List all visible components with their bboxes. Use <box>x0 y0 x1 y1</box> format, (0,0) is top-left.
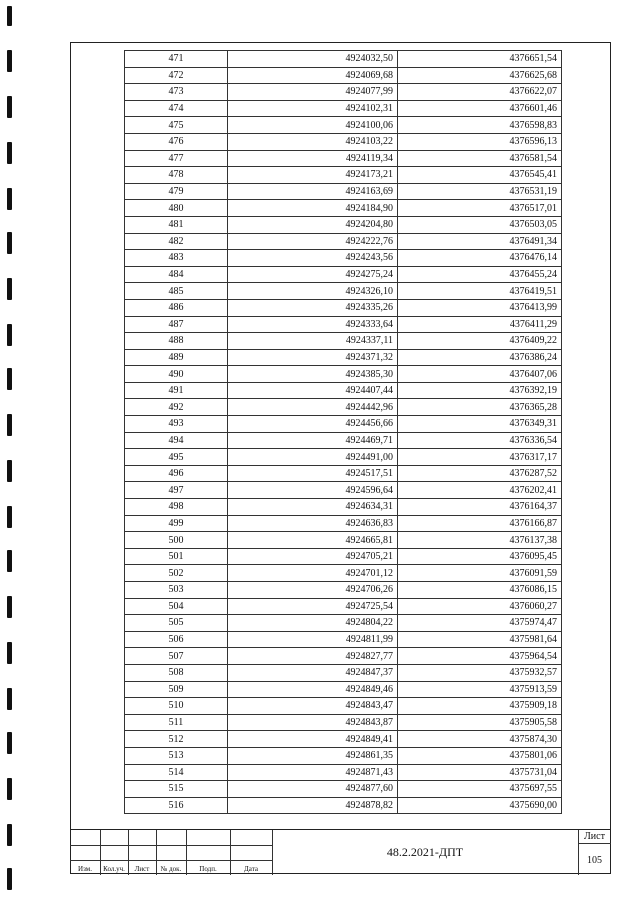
y-coordinate-cell: 4376531,19 <box>398 183 562 200</box>
x-coordinate-cell: 4924103,22 <box>228 133 398 150</box>
table-row <box>125 200 562 217</box>
x-coordinate-cell: 4924491,00 <box>228 449 398 466</box>
y-coordinate-cell: 4376622,07 <box>398 84 562 101</box>
binding-hole <box>7 596 12 618</box>
table-row <box>125 681 562 698</box>
point-number-cell: 482 <box>125 233 228 250</box>
table-row <box>125 100 562 117</box>
y-coordinate-cell: 4376409,22 <box>398 333 562 350</box>
point-number-cell: 501 <box>125 548 228 565</box>
table-row <box>125 565 562 582</box>
table-row <box>125 167 562 184</box>
point-number-cell: 485 <box>125 283 228 300</box>
sheet-number: 105 <box>587 855 602 866</box>
y-coordinate-cell: 4376166,87 <box>398 515 562 532</box>
x-coordinate-cell: 4924878,82 <box>228 797 398 814</box>
table-row <box>125 283 562 300</box>
y-coordinate-cell: 4376413,99 <box>398 299 562 316</box>
stamp-row-line <box>578 843 611 844</box>
point-number-cell: 504 <box>125 598 228 615</box>
table-row <box>125 631 562 648</box>
point-number-cell: 475 <box>125 117 228 134</box>
y-coordinate-cell: 4375874,30 <box>398 731 562 748</box>
point-number-cell: 491 <box>125 382 228 399</box>
point-number-cell: 487 <box>125 316 228 333</box>
table-row <box>125 598 562 615</box>
x-coordinate-cell: 4924032,50 <box>228 51 398 68</box>
x-coordinate-cell: 4924077,99 <box>228 84 398 101</box>
binding-hole <box>7 96 12 118</box>
y-coordinate-cell: 4375731,04 <box>398 764 562 781</box>
x-coordinate-cell: 4924102,31 <box>228 100 398 117</box>
point-number-cell: 493 <box>125 416 228 433</box>
x-coordinate-cell: 4924469,71 <box>228 432 398 449</box>
y-coordinate-cell: 4375974,47 <box>398 615 562 632</box>
y-coordinate-cell: 4376419,51 <box>398 283 562 300</box>
table-row <box>125 233 562 250</box>
stamp-header-signature: Подп. <box>199 865 217 873</box>
y-coordinate-cell: 4376317,17 <box>398 449 562 466</box>
binding-hole <box>7 414 12 436</box>
binding-hole <box>7 688 12 710</box>
table-row <box>125 316 562 333</box>
point-number-cell: 500 <box>125 532 228 549</box>
x-coordinate-cell: 4924517,51 <box>228 465 398 482</box>
binding-hole <box>7 460 12 482</box>
table-row <box>125 67 562 84</box>
x-coordinate-cell: 4924333,64 <box>228 316 398 333</box>
x-coordinate-cell: 4924861,35 <box>228 747 398 764</box>
y-coordinate-cell: 4376336,54 <box>398 432 562 449</box>
x-coordinate-cell: 4924385,30 <box>228 366 398 383</box>
point-number-cell: 476 <box>125 133 228 150</box>
stamp-header-kol-uch: Кол.уч. <box>103 865 125 873</box>
point-number-cell: 508 <box>125 664 228 681</box>
x-coordinate-cell: 4924184,90 <box>228 200 398 217</box>
table-row <box>125 548 562 565</box>
point-number-cell: 479 <box>125 183 228 200</box>
binding-hole <box>7 778 12 800</box>
coordinates-table <box>124 50 562 814</box>
x-coordinate-cell: 4924119,34 <box>228 150 398 167</box>
table-row <box>125 797 562 814</box>
point-number-cell: 494 <box>125 432 228 449</box>
y-coordinate-cell: 4376581,54 <box>398 150 562 167</box>
x-coordinate-cell: 4924326,10 <box>228 283 398 300</box>
binding-hole <box>7 278 12 300</box>
y-coordinate-cell: 4376601,46 <box>398 100 562 117</box>
document-code: 48.2.2021-ДПТ <box>386 845 464 859</box>
point-number-cell: 489 <box>125 349 228 366</box>
x-coordinate-cell: 4924877,60 <box>228 781 398 798</box>
x-coordinate-cell: 4924843,87 <box>228 714 398 731</box>
y-coordinate-cell: 4375964,54 <box>398 648 562 665</box>
binding-hole <box>7 824 12 846</box>
point-number-cell: 506 <box>125 631 228 648</box>
point-number-cell: 497 <box>125 482 228 499</box>
point-number-cell: 502 <box>125 565 228 582</box>
binding-hole <box>7 732 12 754</box>
point-number-cell: 480 <box>125 200 228 217</box>
table-row <box>125 664 562 681</box>
x-coordinate-cell: 4924705,21 <box>228 548 398 565</box>
point-number-cell: 509 <box>125 681 228 698</box>
table-row <box>125 731 562 748</box>
point-number-cell: 478 <box>125 167 228 184</box>
y-coordinate-cell: 4376455,24 <box>398 266 562 283</box>
title-block <box>70 829 611 874</box>
point-number-cell: 488 <box>125 333 228 350</box>
point-number-cell: 507 <box>125 648 228 665</box>
y-coordinate-cell: 4376137,38 <box>398 532 562 549</box>
table-row <box>125 399 562 416</box>
table-row <box>125 84 562 101</box>
table-row <box>125 432 562 449</box>
table-row <box>125 183 562 200</box>
table-row <box>125 532 562 549</box>
table-row <box>125 615 562 632</box>
point-number-cell: 495 <box>125 449 228 466</box>
table-row <box>125 698 562 715</box>
point-number-cell: 510 <box>125 698 228 715</box>
y-coordinate-cell: 4376491,34 <box>398 233 562 250</box>
point-number-cell: 503 <box>125 582 228 599</box>
x-coordinate-cell: 4924634,31 <box>228 499 398 516</box>
x-coordinate-cell: 4924871,43 <box>228 764 398 781</box>
binding-hole <box>7 232 12 254</box>
y-coordinate-cell: 4376386,24 <box>398 349 562 366</box>
table-row <box>125 333 562 350</box>
binding-hole <box>7 368 12 390</box>
y-coordinate-cell: 4376651,54 <box>398 51 562 68</box>
table-row <box>125 382 562 399</box>
table-row <box>125 499 562 516</box>
y-coordinate-cell: 4376202,41 <box>398 482 562 499</box>
point-number-cell: 513 <box>125 747 228 764</box>
table-row <box>125 781 562 798</box>
y-coordinate-cell: 4375690,00 <box>398 797 562 814</box>
binding-hole <box>7 550 12 572</box>
stamp-header-list: Лист <box>134 865 150 873</box>
y-coordinate-cell: 4376349,31 <box>398 416 562 433</box>
stamp-header-date: Дата <box>244 865 258 873</box>
binding-hole <box>7 50 12 72</box>
point-number-cell: 483 <box>125 250 228 267</box>
point-number-cell: 511 <box>125 714 228 731</box>
x-coordinate-cell: 4924407,44 <box>228 382 398 399</box>
y-coordinate-cell: 4375905,58 <box>398 714 562 731</box>
y-coordinate-cell: 4376476,14 <box>398 250 562 267</box>
sheet-label: Лист <box>584 831 605 842</box>
y-coordinate-cell: 4376503,05 <box>398 216 562 233</box>
x-coordinate-cell: 4924335,26 <box>228 299 398 316</box>
x-coordinate-cell: 4924843,47 <box>228 698 398 715</box>
point-number-cell: 505 <box>125 615 228 632</box>
binding-hole <box>7 868 12 890</box>
binding-hole <box>7 324 12 346</box>
x-coordinate-cell: 4924849,41 <box>228 731 398 748</box>
point-number-cell: 498 <box>125 499 228 516</box>
coordinates-table-body <box>125 51 562 814</box>
point-number-cell: 512 <box>125 731 228 748</box>
x-coordinate-cell: 4924163,69 <box>228 183 398 200</box>
table-row <box>125 648 562 665</box>
x-coordinate-cell: 4924706,26 <box>228 582 398 599</box>
point-number-cell: 516 <box>125 797 228 814</box>
x-coordinate-cell: 4924701,12 <box>228 565 398 582</box>
table-row <box>125 299 562 316</box>
y-coordinate-cell: 4376392,19 <box>398 382 562 399</box>
x-coordinate-cell: 4924849,46 <box>228 681 398 698</box>
stamp-header-doc-number: № док. <box>160 865 182 873</box>
binding-hole <box>7 6 12 26</box>
y-coordinate-cell: 4376407,06 <box>398 366 562 383</box>
table-row <box>125 764 562 781</box>
table-row <box>125 416 562 433</box>
table-row <box>125 51 562 68</box>
y-coordinate-cell: 4376365,28 <box>398 399 562 416</box>
point-number-cell: 490 <box>125 366 228 383</box>
binding-hole <box>7 188 12 210</box>
y-coordinate-cell: 4376598,83 <box>398 117 562 134</box>
table-row <box>125 266 562 283</box>
point-number-cell: 499 <box>125 515 228 532</box>
x-coordinate-cell: 4924442,96 <box>228 399 398 416</box>
x-coordinate-cell: 4924337,11 <box>228 333 398 350</box>
table-row <box>125 515 562 532</box>
point-number-cell: 473 <box>125 84 228 101</box>
x-coordinate-cell: 4924100,06 <box>228 117 398 134</box>
y-coordinate-cell: 4375932,57 <box>398 664 562 681</box>
y-coordinate-cell: 4375909,18 <box>398 698 562 715</box>
x-coordinate-cell: 4924811,99 <box>228 631 398 648</box>
x-coordinate-cell: 4924222,76 <box>228 233 398 250</box>
y-coordinate-cell: 4376517,01 <box>398 200 562 217</box>
binding-hole <box>7 642 12 664</box>
table-row <box>125 133 562 150</box>
stamp-header-izm: Изм. <box>78 865 92 873</box>
y-coordinate-cell: 4376625,68 <box>398 67 562 84</box>
binding-hole <box>7 142 12 164</box>
point-number-cell: 472 <box>125 67 228 84</box>
point-number-cell: 484 <box>125 266 228 283</box>
point-number-cell: 471 <box>125 51 228 68</box>
x-coordinate-cell: 4924804,22 <box>228 615 398 632</box>
table-row <box>125 349 562 366</box>
x-coordinate-cell: 4924636,83 <box>228 515 398 532</box>
x-coordinate-cell: 4924275,24 <box>228 266 398 283</box>
point-number-cell: 515 <box>125 781 228 798</box>
table-row <box>125 449 562 466</box>
table-row <box>125 465 562 482</box>
y-coordinate-cell: 4376545,41 <box>398 167 562 184</box>
binding-hole <box>7 506 12 528</box>
x-coordinate-cell: 4924204,80 <box>228 216 398 233</box>
table-row <box>125 714 562 731</box>
x-coordinate-cell: 4924665,81 <box>228 532 398 549</box>
table-row <box>125 216 562 233</box>
point-number-cell: 486 <box>125 299 228 316</box>
y-coordinate-cell: 4376086,15 <box>398 582 562 599</box>
x-coordinate-cell: 4924173,21 <box>228 167 398 184</box>
x-coordinate-cell: 4924847,37 <box>228 664 398 681</box>
y-coordinate-cell: 4376164,37 <box>398 499 562 516</box>
table-row <box>125 747 562 764</box>
point-number-cell: 477 <box>125 150 228 167</box>
point-number-cell: 514 <box>125 764 228 781</box>
x-coordinate-cell: 4924243,56 <box>228 250 398 267</box>
y-coordinate-cell: 4376596,13 <box>398 133 562 150</box>
x-coordinate-cell: 4924827,77 <box>228 648 398 665</box>
x-coordinate-cell: 4924371,32 <box>228 349 398 366</box>
y-coordinate-cell: 4376060,27 <box>398 598 562 615</box>
point-number-cell: 474 <box>125 100 228 117</box>
y-coordinate-cell: 4376287,52 <box>398 465 562 482</box>
y-coordinate-cell: 4375801,06 <box>398 747 562 764</box>
table-row <box>125 150 562 167</box>
point-number-cell: 481 <box>125 216 228 233</box>
y-coordinate-cell: 4376095,45 <box>398 548 562 565</box>
y-coordinate-cell: 4376411,29 <box>398 316 562 333</box>
y-coordinate-cell: 4375913,59 <box>398 681 562 698</box>
table-row <box>125 482 562 499</box>
table-row <box>125 582 562 599</box>
x-coordinate-cell: 4924596,64 <box>228 482 398 499</box>
x-coordinate-cell: 4924725,54 <box>228 598 398 615</box>
y-coordinate-cell: 4375697,55 <box>398 781 562 798</box>
y-coordinate-cell: 4376091,59 <box>398 565 562 582</box>
table-row <box>125 366 562 383</box>
x-coordinate-cell: 4924456,66 <box>228 416 398 433</box>
table-row <box>125 250 562 267</box>
point-number-cell: 492 <box>125 399 228 416</box>
x-coordinate-cell: 4924069,68 <box>228 67 398 84</box>
table-row <box>125 117 562 134</box>
y-coordinate-cell: 4375981,64 <box>398 631 562 648</box>
point-number-cell: 496 <box>125 465 228 482</box>
